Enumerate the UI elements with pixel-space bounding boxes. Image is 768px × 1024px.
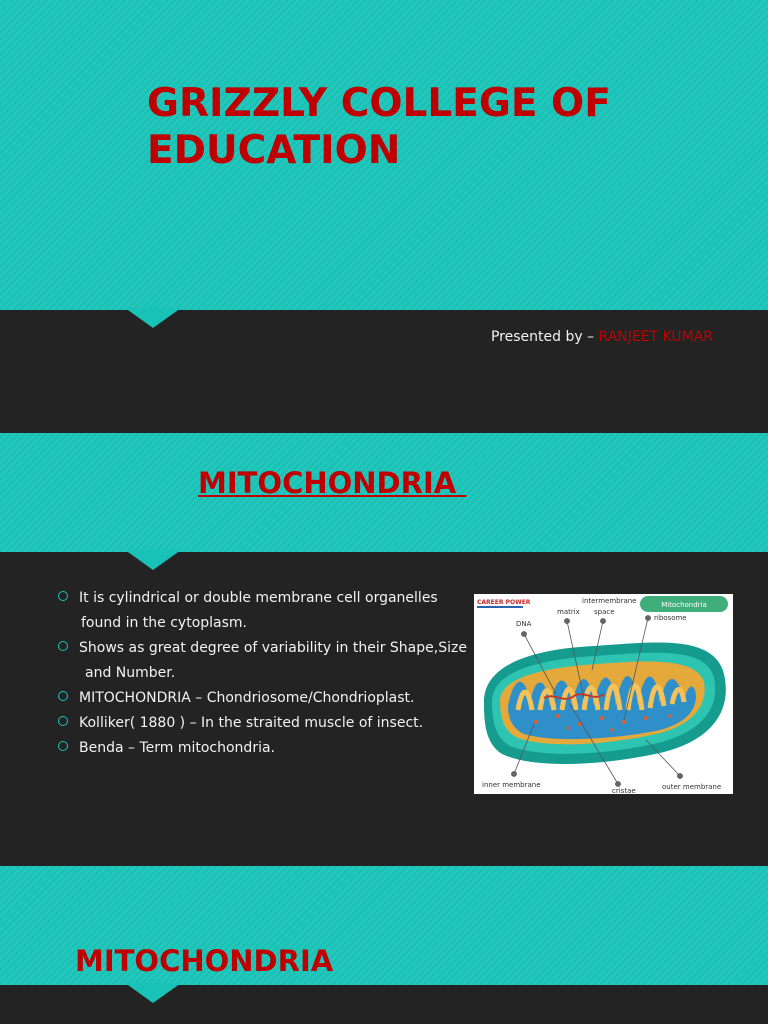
label-outer-membrane: outer membrane [662, 783, 722, 791]
slide-title [0, 0, 768, 433]
circle-bullet-icon [58, 591, 68, 601]
presented-prefix: Presented by – [490, 329, 599, 345]
slide-heading: MITOCHONDRIA [198, 466, 467, 500]
bullet-text: It is cylindrical or double membrane cell organelles [79, 590, 438, 606]
bullet-text-cont: found in the cytoplasm. [81, 615, 247, 631]
mitochondria-diagram [474, 594, 733, 794]
bullet-list [58, 586, 478, 761]
slide-mitochondria-2-dark-area [0, 985, 768, 1024]
list-item [58, 711, 478, 736]
label-dna: DNA [516, 620, 532, 628]
bullet-text: Shows as great degree of variability in their Shape,Size [79, 640, 467, 656]
college-title [147, 80, 611, 174]
label-inner-membrane: inner membrane [482, 781, 541, 789]
slide-mitochondria-2 [0, 866, 768, 1024]
presenter-name: RANJEET KUMAR [598, 329, 713, 345]
circle-bullet-icon [58, 691, 68, 701]
slide-heading-2: MITOCHONDRIA [75, 944, 334, 978]
circle-bullet-icon [58, 716, 68, 726]
college-title-line2: EDUCATION [147, 128, 401, 173]
diagram-badge-label: Mitochondria [661, 601, 707, 609]
notch-marker [125, 308, 181, 328]
list-item [58, 736, 478, 761]
college-title-line1: GRIZZLY COLLEGE OF [147, 81, 611, 126]
label-ribosome: ribosome [654, 614, 687, 622]
label-intermembrane: intermembrane [582, 597, 637, 605]
presented-by [491, 329, 713, 345]
label-matrix: matrix [557, 608, 580, 616]
label-cristae: cristae [612, 787, 636, 794]
bullet-text-cont: and Number. [85, 665, 176, 681]
bullet-text: Benda – Term mitochondria. [79, 740, 275, 756]
list-item [58, 686, 478, 711]
logo-underline [477, 606, 523, 608]
circle-bullet-icon [58, 641, 68, 651]
notch-marker [125, 550, 181, 570]
bullet-text: MITOCHONDRIA – Chondriosome/Chondrioplast. [79, 690, 415, 706]
circle-bullet-icon [58, 741, 68, 751]
label-space: space [594, 608, 615, 616]
notch-marker [125, 983, 181, 1003]
list-item [58, 636, 478, 686]
bullet-text: Kolliker( 1880 ) – In the straited muscle of insect. [79, 715, 424, 731]
career-power-logo: CAREER POWER [477, 599, 531, 606]
mitochondria-illustration [474, 594, 733, 794]
list-item [58, 586, 478, 636]
